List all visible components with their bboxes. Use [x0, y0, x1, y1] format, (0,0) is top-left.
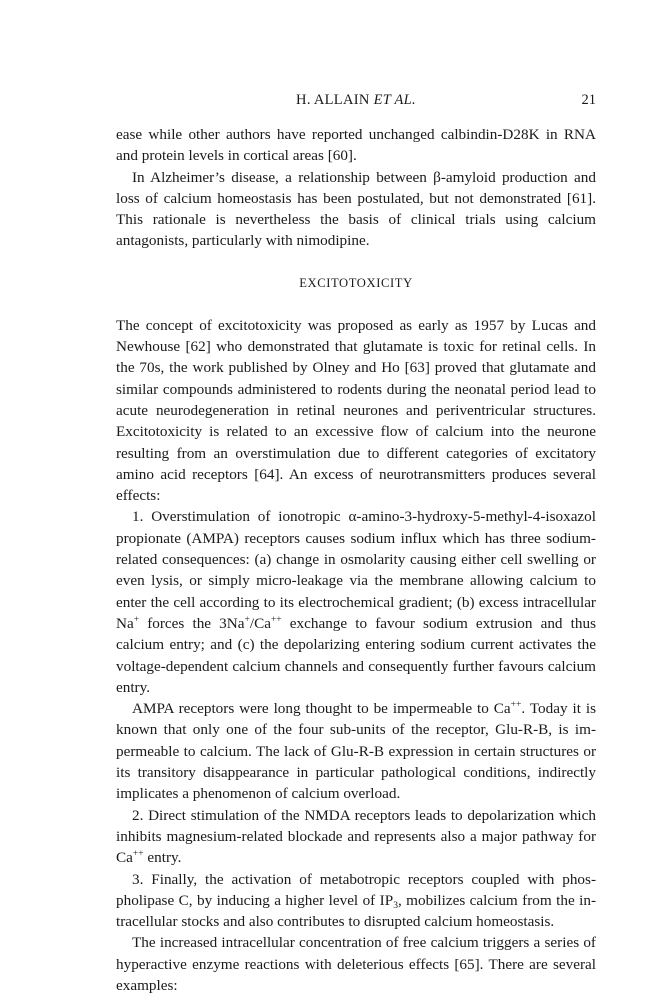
text-span: AMPA receptors were long thought to be impermeable to Ca — [132, 700, 511, 718]
page-number: 21 — [581, 92, 596, 108]
paragraph-enzyme-reactions: The increased intracellular concentration of free calcium triggers a series of hyperactive enzyme reactions with deleterious effects [65]. There are several examples: — [116, 934, 596, 994]
paragraph-ampa-receptors — [116, 698, 596, 804]
paragraph-continuation: ease while other authors have reported unchanged calbindin-D28K in RNA and protein levels in cortical areas [60]. — [116, 126, 596, 165]
paragraph-nmda — [116, 805, 596, 869]
paragraph-ampa-overstimulation — [116, 506, 596, 698]
text-span: . Today it is known that only one of the four sub-units of the receptor, Glu-R-B, is impermeable to calcium. The lack of Glu-R-B expression in certain structures or its transitory disappearance in particular pathological conditions, indirectly implicates a phenomenon of calcium overload. — [116, 700, 596, 803]
superscript: + — [244, 614, 250, 625]
subscript: 3 — [393, 900, 398, 911]
text-span: /Ca — [249, 614, 271, 632]
superscript: ++ — [270, 614, 282, 625]
superscript: ++ — [510, 700, 522, 711]
section-heading: EXCITOTOXICITY — [299, 275, 413, 290]
running-head-title — [116, 90, 596, 110]
text-span: forces the 3Na — [139, 614, 245, 632]
text-span: , mobilizes calcium from the intracellular stocks and also contributes to disrupted calcium homeostasis. — [116, 891, 596, 931]
superscript: + — [133, 614, 140, 625]
superscript: ++ — [132, 849, 144, 860]
running-head — [116, 90, 596, 110]
text-span: 3. Finally, the activation of metabotropic receptors coupled with phospholipase C, by inducing a higher level of IP — [116, 870, 596, 909]
running-head-author: H. ALLAIN — [296, 92, 374, 108]
text-span: 2. Direct stimulation of the NMDA receptors leads to depolarization which inhibits magnesium-related blockade and represents also a major pathway for Ca — [116, 806, 596, 867]
running-head-etal: ET AL. — [373, 92, 416, 108]
text-span: exchange to favour sodium extrusion and thus calcium entry; and (c) the depolarizing entering sodium current activates the voltage-dependent calcium channels and consequently further favours calcium entry. — [116, 614, 596, 696]
paragraph-metabotropic — [116, 869, 596, 933]
paragraph-alzheimers: In Alzheimer’s disease, a relationship between β-amyloid production and loss of calcium homeostasis has been postulated, but not demonstrated [61]. This rationale is nevertheless the basis of clinical trials using calcium antagonists, particularly with nimodipine. — [116, 168, 596, 250]
text-span: entry. — [143, 849, 182, 867]
paragraph-excitotoxicity-intro: The concept of excitotoxicity was proposed as early as 1957 by Lucas and Newhouse [62] who demonstrated that glutamate is toxic for retinal cells. In the 70s, the work published by Olney and Ho [63] proved that glutamate and similar compounds administered to rodents during the neonatal period lead to acute neurodegeneration in retinal neurones and periventricular structures. Excitotoxicity is related to an excessive flow of calcium into the neurone resulting from an overstimulation due to different categories of excitatory amino acid receptors [64]. An excess of neurotransmitters produces several effects: — [116, 316, 596, 505]
body-text — [116, 124, 596, 996]
text-span: 1. Overstimulation of ionotropic α-amino-3-hydroxy-5-methyl-4-isoxazol propionate (AMPA) receptors causes sodium influx which has three sodium-related consequences: (a) change in osmolarity causing either cell swelling or even lysis, or simply micro-leakage via the membrane allowing calcium to enter the cell according to its electrochemical gradient; (b) excess intracellular Na — [116, 508, 596, 632]
